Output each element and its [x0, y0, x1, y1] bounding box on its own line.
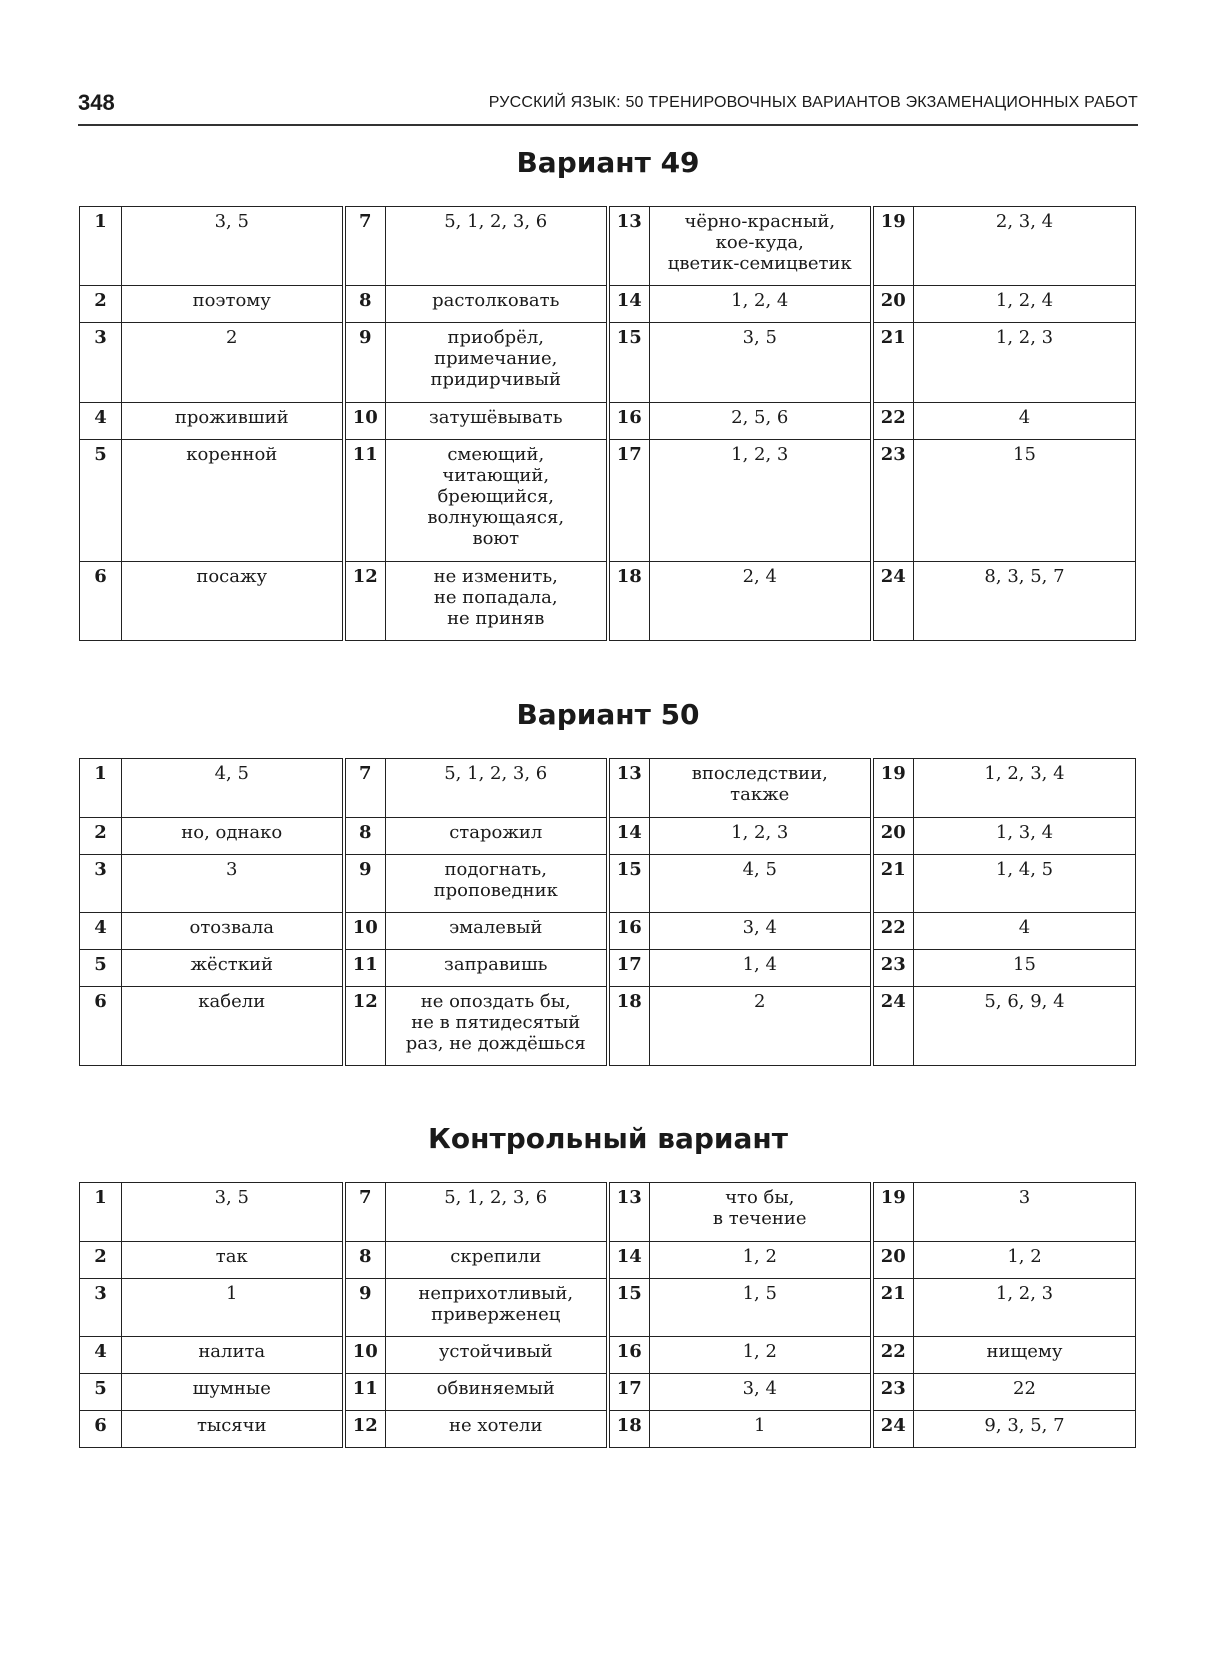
task-answer: 1, 2, 3: [650, 818, 872, 855]
task-answer: 4, 5: [122, 759, 344, 818]
task-answer: 1: [650, 1411, 872, 1448]
task-number: 12: [344, 987, 386, 1066]
task-number: 10: [344, 913, 386, 950]
task-number: 6: [80, 562, 122, 641]
task-answer: 4: [914, 403, 1136, 440]
task-number: 14: [608, 1242, 650, 1279]
table-row: [80, 1411, 1136, 1448]
task-number: 1: [80, 207, 122, 286]
page-number: 348: [78, 90, 115, 115]
task-answer: 4: [914, 913, 1136, 950]
task-answer: 1, 2, 3, 4: [914, 759, 1136, 818]
task-answer: 3, 4: [650, 913, 872, 950]
table-row: [80, 1242, 1136, 1279]
task-number: 20: [872, 1242, 914, 1279]
task-answer: нищему: [914, 1337, 1136, 1374]
table-row: [80, 323, 1136, 403]
task-answer: 1, 2, 3: [914, 323, 1136, 403]
task-answer: 3: [914, 1183, 1136, 1242]
task-answer: заправишь: [386, 950, 608, 987]
task-answer: 9, 3, 5, 7: [914, 1411, 1136, 1448]
task-number: 11: [344, 440, 386, 562]
task-answer: налита: [122, 1337, 344, 1374]
task-answer: 1, 2, 4: [914, 286, 1136, 323]
task-answer: поэтому: [122, 286, 344, 323]
table-row: [80, 1337, 1136, 1374]
task-number: 3: [80, 1279, 122, 1337]
task-answer: кабели: [122, 987, 344, 1066]
task-answer: приобрёл, примечание, придирчивый: [386, 323, 608, 403]
task-answer: 3, 5: [122, 1183, 344, 1242]
task-answer: 3: [122, 855, 344, 913]
task-answer: 1, 2: [650, 1337, 872, 1374]
task-number: 1: [80, 1183, 122, 1242]
task-answer: 1: [122, 1279, 344, 1337]
task-number: 15: [608, 323, 650, 403]
table-row: [80, 207, 1136, 286]
task-number: 23: [872, 950, 914, 987]
table-row: [80, 913, 1136, 950]
table-row: [80, 1374, 1136, 1411]
table-row: [80, 403, 1136, 440]
task-answer: обвиняемый: [386, 1374, 608, 1411]
page-header: [78, 88, 1138, 126]
task-answer: 5, 1, 2, 3, 6: [386, 207, 608, 286]
variant-49-title: Вариант 49: [516, 146, 700, 179]
task-answer: 2, 4: [650, 562, 872, 641]
task-number: 7: [344, 207, 386, 286]
task-number: 8: [344, 1242, 386, 1279]
task-number: 3: [80, 855, 122, 913]
task-number: 8: [344, 818, 386, 855]
task-number: 5: [80, 440, 122, 562]
task-answer: 1, 4, 5: [914, 855, 1136, 913]
task-number: 10: [344, 1337, 386, 1374]
task-answer: эмалевый: [386, 913, 608, 950]
task-answer: не изменить, не попадала, не приняв: [386, 562, 608, 641]
task-number: 1: [80, 759, 122, 818]
task-answer: 1, 2, 3: [650, 440, 872, 562]
task-answer: 1, 4: [650, 950, 872, 987]
task-number: 22: [872, 913, 914, 950]
table-row: [80, 286, 1136, 323]
task-number: 15: [608, 1279, 650, 1337]
task-answer: впоследствии, также: [650, 759, 872, 818]
task-answer: 2, 5, 6: [650, 403, 872, 440]
task-answer: жёсткий: [122, 950, 344, 987]
task-number: 14: [608, 286, 650, 323]
book-title: РУССКИЙ ЯЗЫК: 50 ТРЕНИРОВОЧНЫХ ВАРИАНТОВ ЭКЗАМЕНАЦИОННЫХ РАБОТ: [488, 94, 1138, 111]
variant-49-answer-table: [79, 206, 1136, 641]
task-number: 23: [872, 1374, 914, 1411]
task-answer: затушёвывать: [386, 403, 608, 440]
task-number: 19: [872, 207, 914, 286]
table-row: [80, 1183, 1136, 1242]
task-number: 23: [872, 440, 914, 562]
task-answer: тысячи: [122, 1411, 344, 1448]
task-number: 17: [608, 950, 650, 987]
table-row: [80, 759, 1136, 818]
task-answer: 1, 3, 4: [914, 818, 1136, 855]
task-answer: так: [122, 1242, 344, 1279]
task-number: 12: [344, 562, 386, 641]
task-answer: 5, 6, 9, 4: [914, 987, 1136, 1066]
task-number: 3: [80, 323, 122, 403]
task-answer: 8, 3, 5, 7: [914, 562, 1136, 641]
task-answer: 1, 2: [650, 1242, 872, 1279]
task-answer: не хотели: [386, 1411, 608, 1448]
task-number: 17: [608, 440, 650, 562]
task-answer: устойчивый: [386, 1337, 608, 1374]
task-number: 4: [80, 1337, 122, 1374]
task-number: 20: [872, 818, 914, 855]
table-row: [80, 562, 1136, 641]
table-row: [80, 1279, 1136, 1337]
task-number: 2: [80, 818, 122, 855]
task-number: 5: [80, 950, 122, 987]
task-number: 19: [872, 1183, 914, 1242]
task-number: 13: [608, 207, 650, 286]
task-number: 7: [344, 759, 386, 818]
task-answer: 1, 5: [650, 1279, 872, 1337]
task-number: 16: [608, 913, 650, 950]
task-number: 18: [608, 1411, 650, 1448]
task-answer: проживший: [122, 403, 344, 440]
task-number: 13: [608, 759, 650, 818]
task-answer: 2, 3, 4: [914, 207, 1136, 286]
task-number: 7: [344, 1183, 386, 1242]
task-answer: посажу: [122, 562, 344, 641]
task-answer: что бы, в течение: [650, 1183, 872, 1242]
task-answer: 2: [122, 323, 344, 403]
task-number: 10: [344, 403, 386, 440]
task-answer: 1, 2, 3: [914, 1279, 1136, 1337]
task-answer: смеющий, читающий, бреющийся, волнующаяся, воют: [386, 440, 608, 562]
task-answer: 3, 5: [650, 323, 872, 403]
task-answer: не опоздать бы, не в пятидесятый раз, не дождёшься: [386, 987, 608, 1066]
task-number: 12: [344, 1411, 386, 1448]
task-number: 18: [608, 562, 650, 641]
task-number: 21: [872, 855, 914, 913]
table-row: [80, 818, 1136, 855]
variant-50-answer-table: [79, 758, 1136, 1066]
task-number: 18: [608, 987, 650, 1066]
task-number: 16: [608, 403, 650, 440]
table-row: [80, 440, 1136, 562]
task-number: 21: [872, 1279, 914, 1337]
task-answer: 2: [650, 987, 872, 1066]
task-number: 8: [344, 286, 386, 323]
task-answer: 15: [914, 440, 1136, 562]
task-answer: шумные: [122, 1374, 344, 1411]
task-number: 2: [80, 1242, 122, 1279]
task-number: 5: [80, 1374, 122, 1411]
table-row: [80, 987, 1136, 1066]
table-row: [80, 950, 1136, 987]
task-number: 22: [872, 1337, 914, 1374]
task-answer: коренной: [122, 440, 344, 562]
task-answer: но, однако: [122, 818, 344, 855]
task-number: 11: [344, 1374, 386, 1411]
task-answer: 3, 4: [650, 1374, 872, 1411]
variant-50-title: Вариант 50: [516, 698, 700, 731]
task-answer: 5, 1, 2, 3, 6: [386, 759, 608, 818]
task-number: 21: [872, 323, 914, 403]
task-number: 20: [872, 286, 914, 323]
task-number: 17: [608, 1374, 650, 1411]
task-number: 9: [344, 323, 386, 403]
task-number: 16: [608, 1337, 650, 1374]
task-number: 24: [872, 987, 914, 1066]
task-number: 19: [872, 759, 914, 818]
task-number: 15: [608, 855, 650, 913]
task-answer: растолковать: [386, 286, 608, 323]
task-number: 13: [608, 1183, 650, 1242]
task-number: 4: [80, 403, 122, 440]
task-answer: неприхотливый, приверженец: [386, 1279, 608, 1337]
task-number: 4: [80, 913, 122, 950]
task-answer: чёрно-красный, кое-куда, цветик-семицветик: [650, 207, 872, 286]
task-answer: 3, 5: [122, 207, 344, 286]
task-answer: 1, 2: [914, 1242, 1136, 1279]
task-answer: 1, 2, 4: [650, 286, 872, 323]
task-answer: отозвала: [122, 913, 344, 950]
task-answer: подогнать, проповедник: [386, 855, 608, 913]
task-number: 24: [872, 562, 914, 641]
task-answer: 4, 5: [650, 855, 872, 913]
task-number: 14: [608, 818, 650, 855]
task-number: 2: [80, 286, 122, 323]
task-number: 11: [344, 950, 386, 987]
task-number: 24: [872, 1411, 914, 1448]
task-answer: скрепили: [386, 1242, 608, 1279]
task-number: 22: [872, 403, 914, 440]
task-answer: старожил: [386, 818, 608, 855]
control-variant-answer-table: [79, 1182, 1136, 1448]
task-answer: 15: [914, 950, 1136, 987]
table-row: [80, 855, 1136, 913]
task-answer: 22: [914, 1374, 1136, 1411]
task-number: 9: [344, 1279, 386, 1337]
task-number: 6: [80, 987, 122, 1066]
task-number: 6: [80, 1411, 122, 1448]
task-answer: 5, 1, 2, 3, 6: [386, 1183, 608, 1242]
task-number: 9: [344, 855, 386, 913]
control-variant-title: Контрольный вариант: [428, 1122, 788, 1155]
